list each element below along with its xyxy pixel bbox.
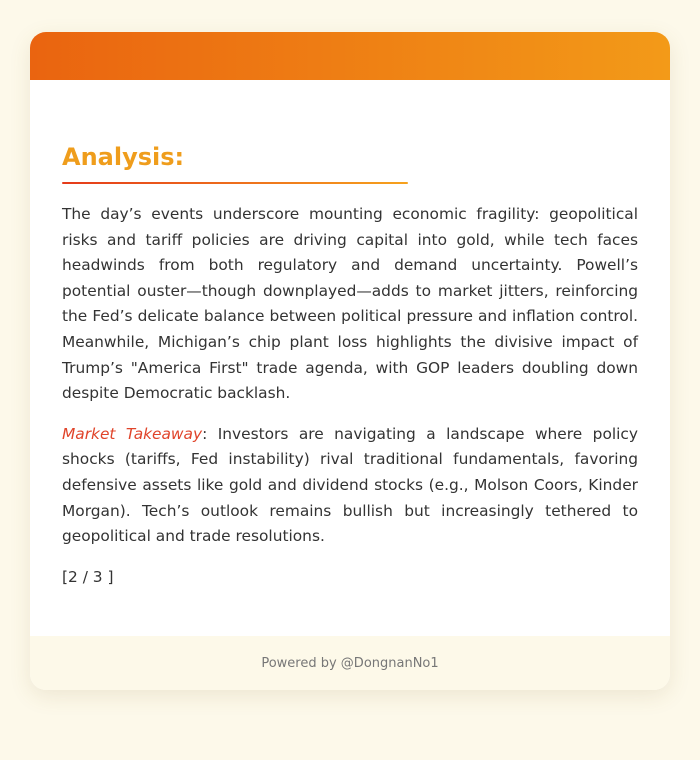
takeaway-label: Market Takeaway xyxy=(62,424,203,443)
takeaway-text: : Investors are navigating a landscape where policy shocks (tariffs, Fed instability) rival traditional fundamentals, favoring defensive assets like gold and dividend stocks (e.g., Molson Coors, Kinder Morgan). Tech’s outlook remains bullish but increasingly tethered to geopolitical and trade resolutions. xyxy=(62,424,638,546)
section-title: Analysis: xyxy=(62,143,185,171)
takeaway-paragraph xyxy=(62,422,638,550)
card-footer xyxy=(30,636,670,690)
page-indicator: [2 / 3 ] xyxy=(62,567,114,586)
footer-credit: Powered by @DongnanNo1 xyxy=(261,655,439,671)
post-card xyxy=(30,32,670,690)
title-underline xyxy=(62,182,408,184)
card-header-bar xyxy=(30,32,670,80)
card-body xyxy=(30,80,670,590)
analysis-paragraph: The day’s events underscore mounting economic fragility: geopolitical risks and tariff policies are driving capital into gold, while tech faces headwinds from both regulatory and demand uncertainty. Powell’s potential ouster—though downplayed—adds to market jitters, reinforcing the Fed’s delicate balance between political pressure and inflation control. Meanwhile, Michigan’s chip plant loss highlights the divisive impact of Trump’s "America First" trade agenda, with GOP leaders doubling down despite Democratic backlash. xyxy=(62,205,638,403)
